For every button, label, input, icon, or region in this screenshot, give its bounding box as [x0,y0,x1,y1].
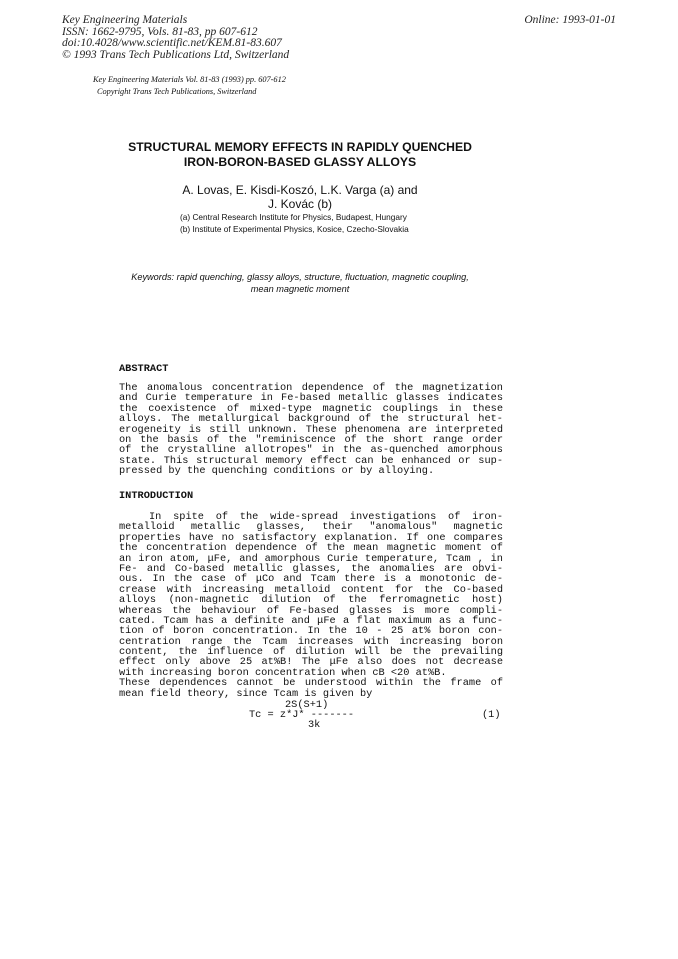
text-line: erogeneity is still unknown. These phenomena are interpreted [119,423,503,436]
journal-reference [93,74,286,97]
text-line: cated. Tcam has a definite and μFe a flat maximum as a func- [119,614,503,627]
text-line: whereas the behaviour of Fe-based glasses is more compli- [119,604,503,617]
abstract-heading: ABSTRACT [119,363,169,375]
online-date: Online: 1993-01-01 [524,14,616,26]
text-line: the concentration dependence of the mean magnetic moment of [119,542,503,555]
doi-line: doi:10.4028/www.scientific.net/KEM.81-83.607 [62,37,282,49]
text-line: effect only above 25 at%B! The μFe also does not decrease [119,656,503,669]
journal-reference-line: Key Engineering Materials Vol. 81-83 (1993) pp. 607-612 [93,75,286,84]
text-line: alloys (non-magnetic dilution of the ferromagnetic host) [119,594,503,607]
paper-title [100,140,500,170]
page-header [62,15,289,61]
author-list [145,183,455,211]
formula-denominator: 3k [308,719,321,731]
journal-name: Key Engineering Materials [62,14,188,26]
affiliation-a: (a) Central Research Institute for Physics, Budapest, Hungary [180,212,407,222]
text-line: an iron atom, μFe, and amorphous Curie temperature, Tcam , in [119,552,503,565]
issn-line: ISSN: 1662-9795, Vols. 81-83, pp 607-612 [62,25,258,38]
text-line: alloys. The metallurgical background of the structural het- [119,413,503,426]
journal-copyright-line: Copyright Trans Tech Publications, Switzerland [97,86,257,96]
text-line: crease with increasing metalloid content for the Co-based [119,583,503,596]
text-line: mean field theory, since Tcam is given by [119,687,373,700]
text-line: state. This structural memory effect can be enhanced or sup- [119,454,503,467]
introduction-heading: INTRODUCTION [119,490,194,502]
text-line: and Curie temperature in Fe-based metallic glasses indicates [119,392,503,405]
abstract-body [119,383,503,477]
copyright-line: © 1993 Trans Tech Publications Ltd, Switzerland [62,48,290,61]
text-line: properties have no satisfactory explanation. If one compares [119,531,503,544]
affiliation-b: (b) Institute of Experimental Physics, Kosice, Czecho-Slovakia [180,223,409,234]
introduction-body [119,512,503,699]
text-line: the coexistence of mixed-type magnetic couplings in these [119,402,503,415]
text-line: Fe- and Co-based metallic glasses, the anomalies are obvi- [119,562,503,575]
text-line: These dependences cannot be understood within the frame of [119,677,503,690]
author-line: A. Lovas, E. Kisdi-Koszó, L.K. Varga (a) and [182,183,418,197]
formula-lhs: Tc = z*J* ------- [249,709,355,721]
equation-number: (1) [482,709,501,721]
text-line: on the basis of the "reminiscence of the short range order [119,433,503,446]
author-line: J. Kovác (b) [267,197,333,211]
keywords [110,272,490,295]
keywords-line: Keywords: rapid quenching, glassy alloys, structure, fluctuation, magnetic coupling, [131,272,469,282]
text-line: In spite of the wide-spread investigations of iron- [149,511,503,523]
text-line: content, the influence of dilution will be the prevailing [119,646,503,659]
text-line: tion of boron concentration. In the 10 - 25 at% boron con- [119,625,503,638]
text-line: metalloid metallic glasses, their "anomalous" magnetic [119,521,503,534]
text-line: ous. In the case of μCo and Tcam there is a monotonic de- [119,573,503,586]
text-line: of the crystalline allotropes" in the as-quenched amorphous [119,444,503,457]
text-line: The anomalous concentration dependence of the magnetization [119,382,503,394]
text-line: with increasing boron concentration when cB <20 at%B. [119,666,447,679]
keywords-line: mean magnetic moment [250,283,350,294]
text-line: centration range the Tcam increases with increasing boron [119,635,503,648]
title-line: STRUCTURAL MEMORY EFFECTS IN RAPIDLY QUENCHED [128,140,472,154]
formula-numerator: 2S(S+1) [285,699,329,711]
affiliations [180,212,409,235]
text-line: pressed by the quenching conditions or by alloying. [119,465,435,478]
title-line: IRON-BORON-BASED GLASSY ALLOYS [183,155,417,169]
